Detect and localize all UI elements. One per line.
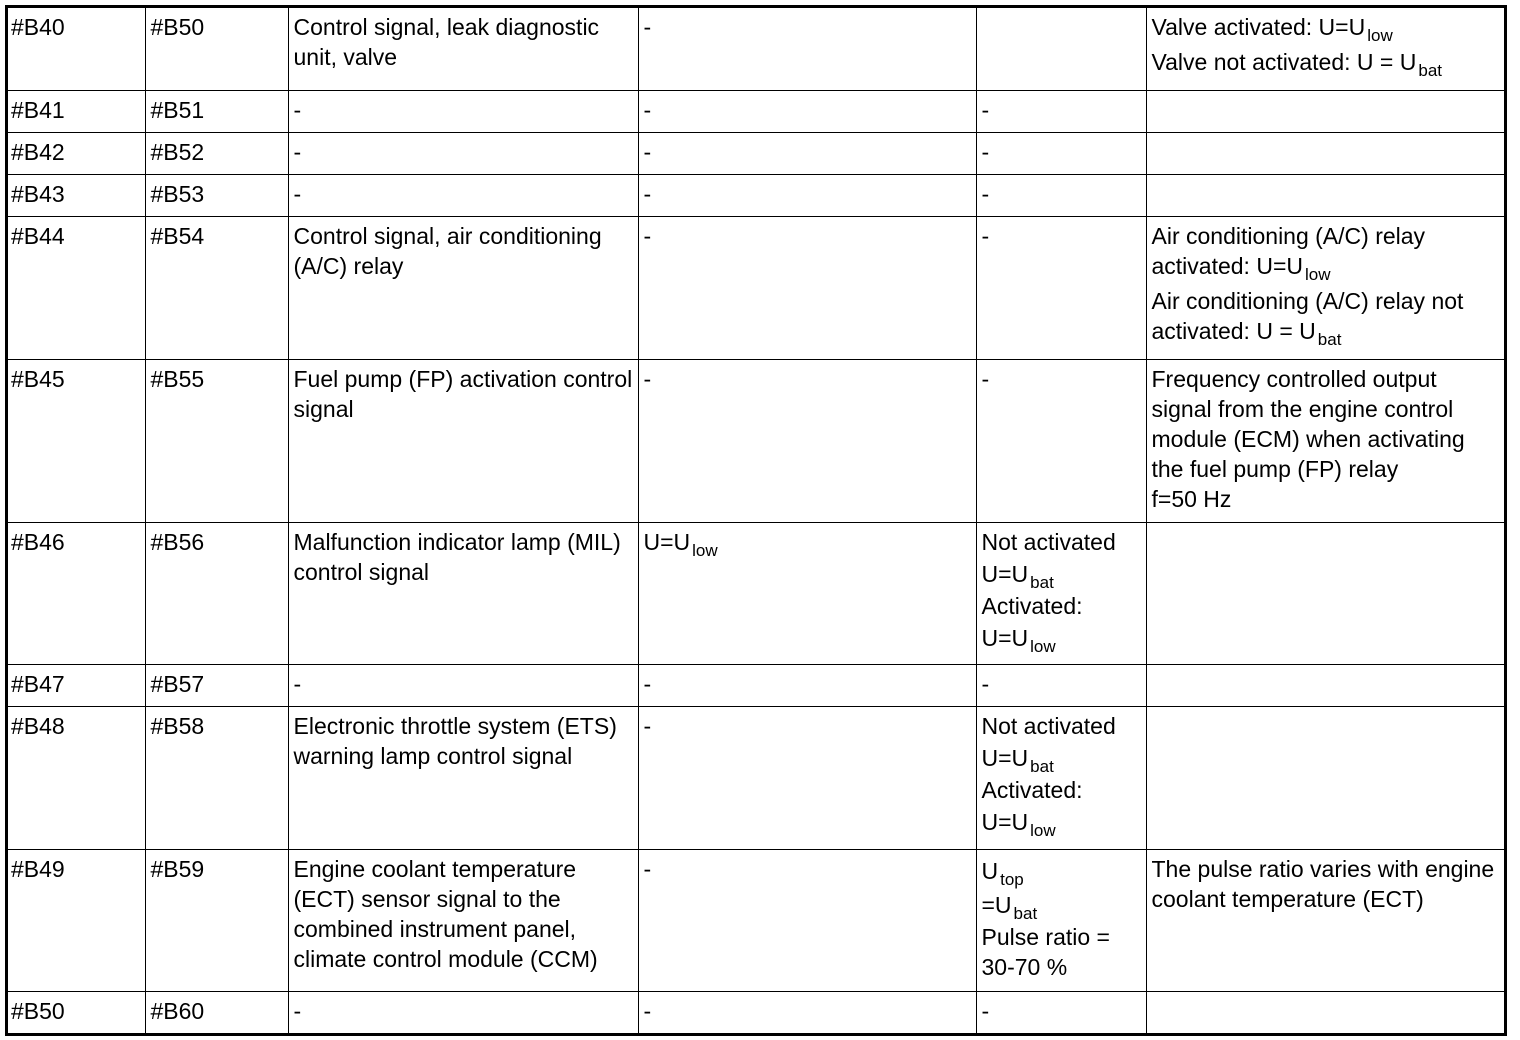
value-text: U=U [643,528,691,555]
note-line [1151,221,1500,284]
description-cell [288,8,638,90]
pin-cell [8,90,145,132]
description-cell [288,359,638,522]
pin-cell [8,991,145,1033]
state-line [982,775,1141,805]
alt-pin-number: #B55 [150,365,205,392]
value-subscript: low [692,540,718,560]
table-row [8,90,1504,132]
table-row [8,664,1504,706]
state-cell [976,132,1146,174]
value-cell [638,522,976,664]
state-line [982,805,1141,839]
value-cell [638,991,976,1033]
note-line [1151,12,1500,45]
signal-description: - [293,670,302,697]
state-cell [976,216,1146,359]
alt-pin-cell [145,8,288,90]
pin-number: #B43 [11,180,65,207]
state-cell [976,522,1146,664]
pin-table [8,8,1504,1033]
description-cell [288,174,638,216]
pin-number: #B50 [11,997,65,1024]
notes-cell [1146,664,1504,706]
state-text: - [981,670,990,697]
alt-pin-number: #B51 [150,96,205,123]
value-text: - [643,96,652,123]
pin-cell [8,359,145,522]
value-text: - [643,997,652,1024]
state-text: - [981,138,990,165]
state-text: - [981,222,990,249]
alt-pin-cell [145,132,288,174]
signal-description: Engine coolant temperature (ECT) sensor signal to the combined instrument panel, climate control module (CCM) [293,855,598,972]
state-line [982,741,1141,775]
state-subscript: bat [1013,903,1038,923]
signal-description: - [293,997,302,1024]
state-text: - [981,997,990,1024]
alt-pin-cell [145,522,288,664]
value-cell [638,849,976,991]
alt-pin-number: #B53 [150,180,205,207]
note-line [1151,286,1500,349]
value-cell [638,132,976,174]
value-text: - [643,14,652,40]
note-text: Valve not activated: U = U [1151,49,1417,75]
description-cell [288,132,638,174]
table-row [8,174,1504,216]
value-text: - [643,670,652,697]
notes-cell [1146,359,1504,522]
alt-pin-cell [145,90,288,132]
state-subscript: top [1000,869,1024,889]
alt-pin-cell [145,359,288,522]
pin-number: #B49 [11,855,65,882]
description-cell [288,991,638,1033]
state-cell [976,849,1146,991]
value-text: - [643,180,652,207]
signal-description: Control signal, leak diagnostic unit, valve [293,14,600,70]
value-text: - [643,222,652,249]
state-line [982,527,1141,557]
pin-number: #B40 [11,14,65,40]
signal-description: Control signal, air conditioning (A/C) relay [293,222,602,279]
table-row [8,216,1504,359]
description-cell [288,664,638,706]
note-line [1151,47,1500,80]
value-cell [638,90,976,132]
note-line [1152,854,1500,914]
alt-pin-cell [145,849,288,991]
alt-pin-cell [145,991,288,1033]
value-cell [638,216,976,359]
note-text: f=50 Hz [1151,485,1232,512]
description-cell [288,90,638,132]
note-subscript: bat [1317,329,1342,349]
state-text: - [981,96,990,123]
state-text: Pulse ratio = [981,923,1110,950]
pin-table-frame [5,5,1507,1036]
notes-cell [1146,706,1504,849]
notes-cell [1146,849,1504,991]
pin-number: #B44 [11,222,65,249]
alt-pin-cell [145,706,288,849]
signal-description: - [293,96,302,123]
alt-pin-cell [145,174,288,216]
state-cell [976,90,1146,132]
state-text: - [981,180,990,207]
note-text: Air conditioning (A/C) relay activated: U=U [1151,222,1426,279]
table-row [8,359,1504,522]
state-line [982,952,1141,982]
pin-cell [8,849,145,991]
state-cell [976,359,1146,522]
alt-pin-number: #B58 [150,712,205,739]
value-cell [638,706,976,849]
state-text: U=U [981,560,1029,587]
note-line [1152,364,1500,484]
pin-number: #B48 [11,712,65,739]
pin-cell [8,664,145,706]
state-text: Activated: [981,592,1083,619]
state-line [982,591,1141,621]
state-cell [976,706,1146,849]
signal-description: Fuel pump (FP) activation control signal [293,365,633,422]
state-text: U [981,857,999,884]
note-text: Air conditioning (A/C) relay not activated: U = U [1151,287,1464,344]
notes-cell [1146,174,1504,216]
table-row [8,991,1504,1033]
state-line [982,888,1141,922]
value-cell [638,359,976,522]
note-text: The pulse ratio varies with engine coolant temperature (ECT) [1151,855,1495,912]
state-line [982,557,1141,591]
table-row [8,522,1504,664]
alt-pin-cell [145,664,288,706]
signal-description: Malfunction indicator lamp (MIL) control signal [293,528,621,585]
value-cell [638,664,976,706]
state-cell [976,991,1146,1033]
alt-pin-number: #B56 [150,528,205,555]
note-subscript: low [1305,264,1331,284]
state-line [982,922,1141,952]
pin-number: #B42 [11,138,65,165]
state-line [982,711,1141,741]
state-subscript: low [1030,820,1056,840]
notes-cell [1146,522,1504,664]
state-text: U=U [981,808,1029,835]
state-text: - [981,365,990,392]
value-text: - [643,365,652,392]
alt-pin-number: #B54 [150,222,205,249]
state-line [982,854,1141,888]
pin-table-body [8,8,1504,1033]
notes-cell [1146,90,1504,132]
pin-cell [8,706,145,849]
note-subscript: low [1367,26,1393,45]
alt-pin-number: #B60 [150,997,205,1024]
state-text: =U [981,891,1012,918]
state-subscript: bat [1030,756,1054,776]
state-text: Not activated [981,712,1116,739]
value-cell [638,174,976,216]
notes-cell [1146,216,1504,359]
value-text: - [643,712,652,739]
state-cell [976,174,1146,216]
alt-pin-number: #B59 [150,855,205,882]
alt-pin-number: #B57 [150,670,205,697]
value-cell [638,8,976,90]
table-row [8,706,1504,849]
signal-description: - [293,138,302,165]
state-text: U=U [981,624,1029,651]
notes-cell [1146,132,1504,174]
note-text: Frequency controlled output signal from the engine control module (ECM) when activating the fuel pump (FP) relay [1151,365,1465,482]
state-cell [976,8,1146,90]
pin-number: #B46 [11,528,65,555]
table-row [8,849,1504,991]
state-text: U=U [981,744,1029,771]
alt-pin-number: #B50 [150,14,205,40]
value-text: - [643,138,652,165]
pin-number: #B45 [11,365,65,392]
pin-number: #B47 [11,670,65,697]
note-line [1152,484,1500,514]
state-subscript: low [1030,636,1056,656]
description-cell [288,216,638,359]
signal-description: Electronic throttle system (ETS) warning lamp control signal [293,712,617,769]
pin-cell [8,132,145,174]
state-text: Activated: [981,776,1083,803]
description-cell [288,849,638,991]
pin-cell [8,8,145,90]
pin-cell [8,216,145,359]
value-text: - [643,855,652,882]
alt-pin-number: #B52 [150,138,205,165]
state-text: 30-70 % [981,953,1068,980]
table-row [8,8,1504,90]
notes-cell [1146,991,1504,1033]
alt-pin-cell [145,216,288,359]
note-text: Valve activated: U=U [1151,14,1366,40]
pin-cell [8,174,145,216]
signal-description: - [293,180,302,207]
pin-cell [8,522,145,664]
state-text: Not activated [981,528,1116,555]
table-row [8,132,1504,174]
notes-cell [1146,8,1504,90]
note-subscript: bat [1418,61,1442,80]
pin-number: #B41 [11,96,65,123]
description-cell [288,522,638,664]
description-cell [288,706,638,849]
state-line [982,621,1141,655]
state-subscript: bat [1030,572,1054,592]
state-cell [976,664,1146,706]
